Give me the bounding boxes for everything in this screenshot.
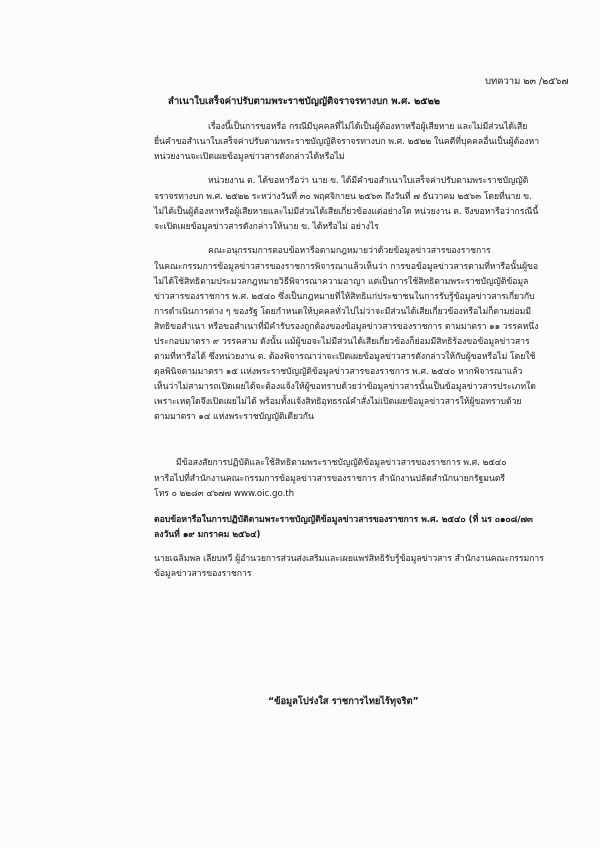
facts-line: ไม่ได้เป็นผู้ต้องหาหรือผู้เสียหายและไม่มีส่วนได้เสียเกี่ยวข้องแต่อย่างใด หน่วยงาน ต. จึงขอหารือว่ากรณีนี้ <box>154 207 539 217</box>
contact-line: มีข้อสงสัยการปฏิบัติและใช้สิทธิตามพระราชบัญญัติข้อมูลข่าวสารของราชการ พ.ศ. ๒๕๔๐ <box>176 458 507 468</box>
intro-line: หน่วยงานจะเปิดเผยข้อมูลข่าวสารดังกล่าวได้หรือไม่ <box>154 152 345 162</box>
opinion-line: ตามมาตรา ๑๔ แห่งพระราชบัญญัติเดียวกัน <box>154 412 314 422</box>
slogan: “ข้อมูลโปร่งใส ราชการไทยไร้ทุจริต” <box>268 696 419 707</box>
opinion-line: สิทธิขอสำเนา หรือขอสำเนาที่มีคำรับรองถูกต้องของข้อมูลข่าวสารของราชการ ตามมาตรา ๑๑ วรรคหนึ่ง <box>154 322 539 332</box>
document-title: สำเนาใบเสร็จค่าปรับตามพระราชบัญญัติจราจรทางบก พ.ศ. ๒๕๒๒ <box>168 96 441 107</box>
opinion-line: เห็นว่าไม่สามารถเปิดเผยได้จะต้องแจ้งให้ผู้ขอทราบด้วยว่าข้อมูลข่าวสารนั้นเป็นข้อมูลข่าวสารประเภทใด <box>154 382 536 392</box>
contact-line: โทร ๐ ๒๒๘๓ ๔๖๗๗ www.oic.go.th <box>154 489 295 499</box>
facts-line: จะเปิดเผยข้อมูลข่าวสารดังกล่าวให้นาย ข. ได้หรือไม่ อย่างไร <box>154 222 379 232</box>
opinion-line: เพราะเหตุใดจึงเปิดเผยไม่ได้ พร้อมทั้งแจ้งสิทธิอุทธรณ์คำสั่งไม่เปิดเผยข้อมูลข่าวสารให้ผู้ขอทราบด้วย <box>154 397 522 407</box>
intro-line: เรื่องนี้เป็นการขอหรือ กรณีมีบุคคลที่ไม่ได้เป็นผู้ต้องหาหรือผู้เสียหาย และไม่มีส่วนได้เสีย <box>208 122 528 132</box>
opinion-line: ประกอบมาตรา ๙ วรรคสาม ดังนั้น แม้ผู้ขอจะไม่มีส่วนได้เสียเกี่ยวข้องก็ย่อมมีสิทธิร้องขอข้อมูลข่าวสาร <box>154 337 530 347</box>
intro-line: ยื่นคำขอสำเนาใบเสร็จค่าปรับตามพระราชบัญญัติจราจรทางบก พ.ศ. ๒๕๒๒ ในคดีที่บุคคลอื่นเป็นผู้ต้องหา <box>154 137 540 147</box>
author-line: นายเฉลิมพล เลียบทวี ผู้อำนวยการส่วนส่งเสริมและเผยแพร่สิทธิรับรู้ข้อมูลข่าวสาร สำนักงานคณะกรรมการ <box>154 554 544 564</box>
article-reference: บทความ ๒๓ /๒๕๖๗ <box>485 76 569 87</box>
opinion-line: ตามที่หารือได้ ซึ่งหน่วยงาน ต. ต้องพิจารณาว่าจะเปิดเผยข้อมูลข่าวสารดังกล่าวให้กับผู้ขอหรือไม่ โดยใช้ <box>154 352 536 362</box>
answer-reference-line: ลงวันที่ ๑๙ มกราคม ๒๕๖๔) <box>154 530 261 540</box>
facts-line: จราจรทางบก พ.ศ. ๒๕๒๒ ระหว่างวันที่ ๓๐ พฤศจิกายน ๒๕๖๓ ถึงวันที่ ๗ ธันวาคม ๒๕๖๓ โดยที่นาย ข. <box>154 192 532 202</box>
opinion-line: ไม่ได้ใช้สิทธิตามประมวลกฎหมายวิธีพิจารณาความอาญา แต่เป็นการใช้สิทธิตามพระราชบัญญัติข้อมูล <box>154 277 529 287</box>
facts-line: หน่วยงาน ต. ได้ขอหารือว่า นาย ข. ได้มีคำขอสำเนาใบเสร็จค่าปรับตามพระราชบัญญัติ <box>208 176 529 186</box>
contact-line: หารือไปที่สำนักงานคณะกรรมการข้อมูลข่าวสารของราชการ สำนักงานปลัดสำนักนายกรัฐมนตรี <box>154 474 505 484</box>
opinion-line: การดำเนินการต่าง ๆ ของรัฐ โดยกำหนดให้บุคคลทั่วไปไม่ว่าจะมีส่วนได้เสียเกี่ยวข้องหรือไม่ก็ตามย่อมมี <box>154 307 532 317</box>
author-line: ข้อมูลข่าวสารของราชการ <box>154 569 252 579</box>
answer-reference-line: ตอบข้อหารือในการปฏิบัติตามพระราชบัญญัติข้อมูลข่าวสารของราชการ พ.ศ. ๒๕๔๐ (ที่ นร ๐๑๐๘/๗๓ <box>154 515 533 525</box>
opinion-line: ในคณะกรรมการข้อมูลข่าวสารของราชการพิจารณาแล้วเห็นว่า การขอข้อมูลข่าวสารตามที่หารือนั้นผู้ขอ <box>154 262 539 272</box>
opinion-line: คณะอนุกรรมการตอบข้อหารือตามกฎหมายว่าด้วยข้อมูลข่าวสารของราชการ <box>208 246 491 256</box>
opinion-line: ดุลพินิจตามมาตรา ๑๕ แห่งพระราชบัญญัติข้อมูลข่าวสารของราชการ พ.ศ. ๒๕๔๐ หากพิจารณาแล้ว <box>154 367 523 377</box>
opinion-line: ข่าวสารของราชการ พ.ศ. ๒๕๔๐ ซึ่งเป็นกฎหมายที่ให้สิทธิแก่ประชาชนในการรับรู้ข้อมูลข่าวสารเกี่ยวกับ <box>154 292 535 302</box>
